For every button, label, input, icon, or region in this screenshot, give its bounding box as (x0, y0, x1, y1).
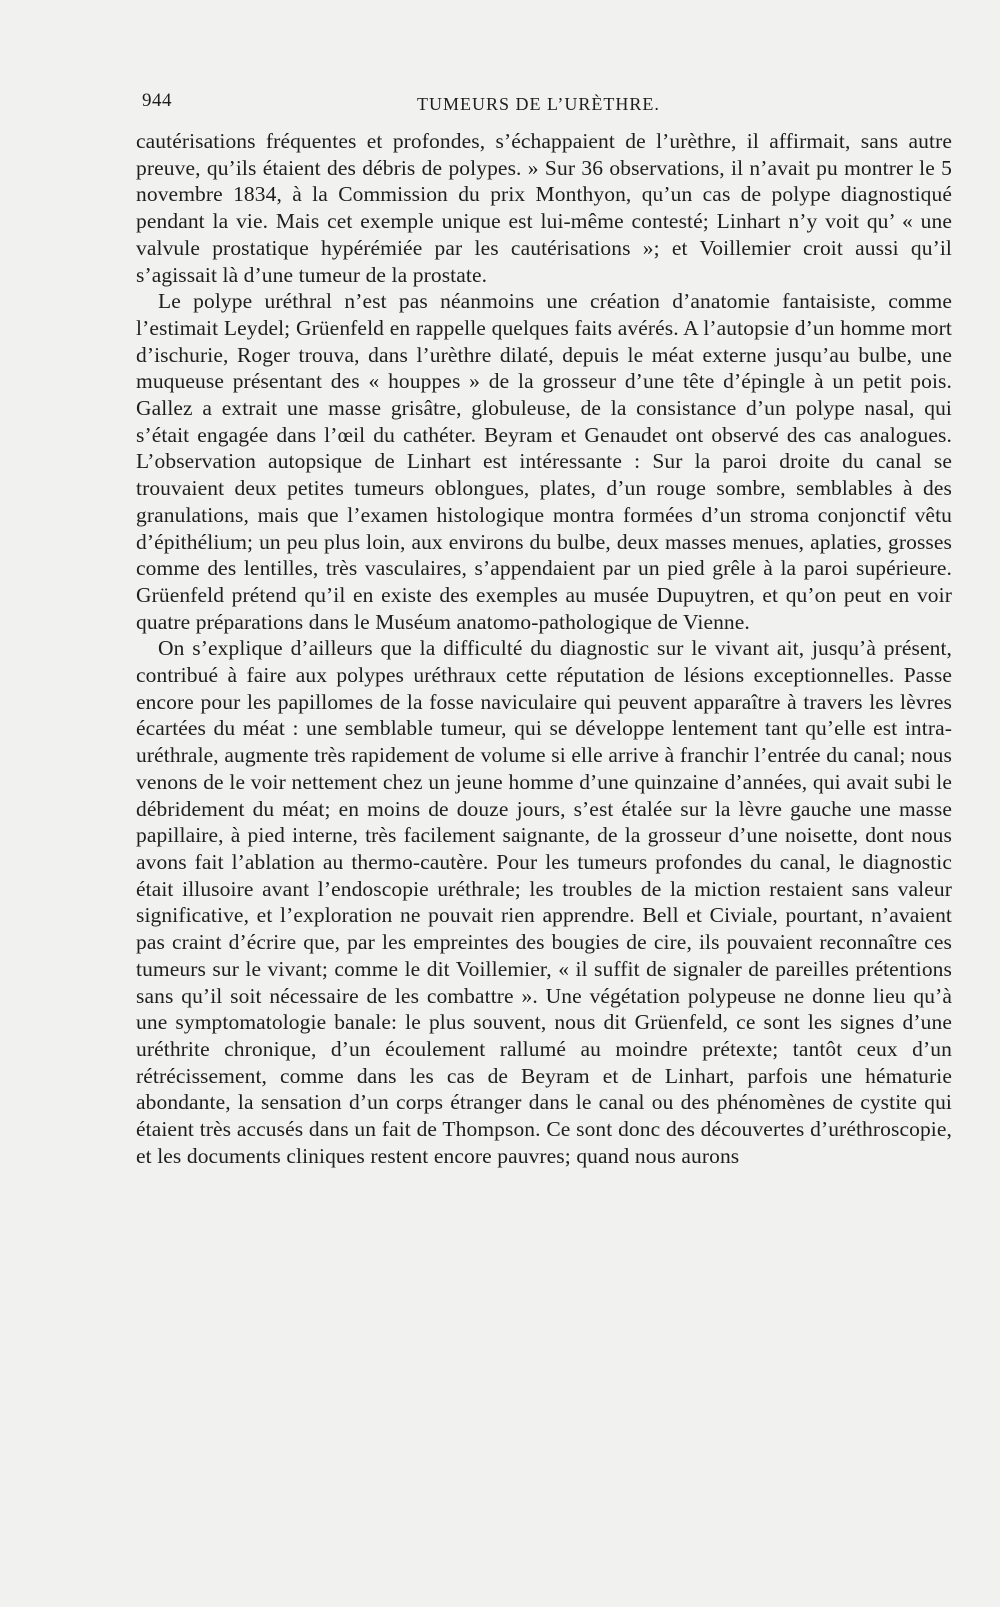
running-head (142, 90, 942, 120)
paragraph-continuation: cautérisations fréquentes et profondes, s’échappaient de l’urèthre, il affirmait, sans autre preuve, qu’ils étaient des débris de polypes. » Sur 36 observations, il n’avait pu montrer le 5 novembre 1834, à la Commission du prix Monthyon, qu’un cas de polype diagnostiqué pendant la vie. Mais cet exemple unique est lui-même contesté; Linhart n’y voit qu’ « une valvule prostatique hypérémiée par les cautérisations »; et Voillemier croit aussi qu’il s’agissait là d’une tumeur de la prostate. (136, 129, 952, 287)
paragraph-polype-urethral: Le polype uréthral n’est pas néanmoins une création d’anatomie fantaisiste, comme l’estimait Leydel; Grüenfeld en rappelle quelques faits avérés. A l’autopsie d’un homme mort d’ischurie, Roger trouva, dans l’urèthre dilaté, depuis le méat externe jusqu’au bulbe, une muqueuse présentant des « houppes » de la grosseur d’une tête d’épingle à un petit pois. Gallez a extrait une masse grisâtre, globuleuse, de la consistance d’un polype nasal, qui s’était engagée dans l’œil du cathéter. Beyram et Genaudet ont observé des cas analogues. L’observation autopsique de Linhart est intéressante : Sur la paroi droite du canal se trouvaient deux petites tumeurs oblongues, plates, d’un rouge sombre, semblables à des granulations, mais que l’examen histologique montra formées d’un stroma conjonctif vêtu d’épithélium; un peu plus loin, aux environs du bulbe, deux masses menues, aplaties, grosses comme des lentilles, très vasculaires, s’appendaient par un pied grêle à la paroi supérieure. Grüenfeld prétend qu’il en existe des exemples au musée Dupuytren, et qu’on peut en voir quatre préparations dans le Muséum anatomo-pathologique de Vienne. (136, 289, 952, 634)
paragraph-diagnostic: On s’explique d’ailleurs que la difficulté du diagnostic sur le vivant ait, jusqu’à présent, contribué à faire aux polypes uréthraux cette réputation de lésions exceptionnelles. Passe encore pour les papillomes de la fosse naviculaire qui peuvent apparaître à travers les lèvres écartées du méat : une semblable tumeur, qui se développe lentement tant qu’elle est intra-uréthrale, augmente très rapidement de volume si elle arrive à franchir l’entrée du canal; nous venons de le voir nettement chez un jeune homme d’une quinzaine d’années, qui avait subi le débridement du méat; en moins de douze jours, s’est étalée sur la lèvre gauche une masse papillaire, à pied interne, très facilement saignante, de la grosseur d’une noisette, dont nous avons fait l’ablation au thermo-cautère. Pour les tumeurs profondes du canal, le diagnostic était illusoire avant l’endoscopie uréthrale; les troubles de la miction restaient sans valeur significative, et l’exploration ne pouvait rien apprendre. Bell et Civiale, pourtant, n’avaient pas craint d’écrire que, par les empreintes des bougies de cire, ils pouvaient reconnaître ces tumeurs sur le vivant; comme le dit Voillemier, « il suffit de signaler de pareilles prétentions sans qu’il soit nécessaire de les combattre ». Une végétation polypeuse ne donne lieu qu’à une symptomatologie banale: le plus souvent, nous dit Grüenfeld, ce sont les signes d’une uréthrite chronique, d’un écoulement rallumé au moindre prétexte; tantôt ceux d’un rétrécissement, comme dans les cas de Beyram et de Linhart, parfois une hématurie abondante, la sensation d’un corps étranger dans le canal ou des phénomènes de cystite qui étaient très accusés dans un fait de Thompson. Ce sont donc des découvertes d’uréthroscopie, et les documents cliniques restent encore pauvres; quand nous aurons (136, 636, 952, 1168)
page-number: 944 (142, 90, 172, 111)
body-text (136, 128, 952, 1169)
running-title: TUMEURS DE L’URÈTHRE. (417, 94, 660, 114)
